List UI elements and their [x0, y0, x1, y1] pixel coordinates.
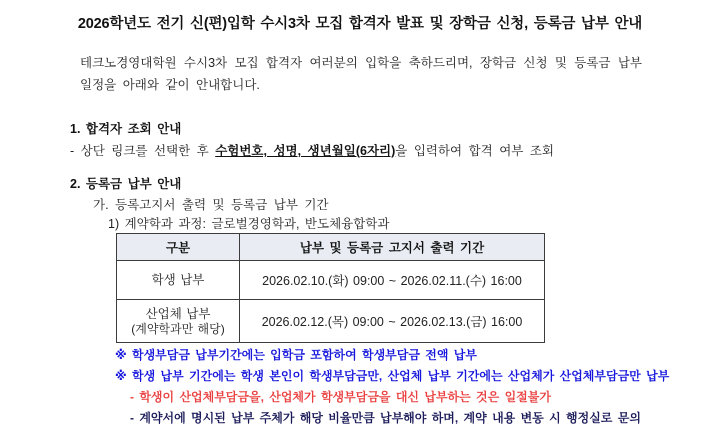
note-payment-period-rules: ※ 학생 납부 기간에는 학생 본인이 학생부담금만, 산업체 납부 기간에는 산업체가 산업체부담금만 납부 — [115, 369, 670, 383]
note-warning-no-substitute-payment: - 학생이 산업체부담금을, 산업체가 학생부담금을 대신 납부하는 것은 일절불가 — [130, 390, 551, 404]
cell-category-industry — [117, 300, 240, 343]
footnotes-block — [115, 345, 715, 429]
instruction-required-fields: 수험번호, 성명, 생년월일(6자리) — [215, 144, 396, 158]
note-contract-ratio-contact: - 계약서에 명시된 납부 주체가 해당 비율만큼 납부해야 하며, 계약 내용 변동 시 행정실로 문의 — [130, 411, 641, 425]
category-label: 학생 납부 — [151, 273, 205, 287]
cell-category-student — [117, 261, 240, 300]
intro-paragraph: 테크노경영대학원 수시3차 모집 합격자 여러분의 입학을 축하드리며, 장학금 신청 및 등록금 납부 일정을 아래와 같이 안내합니다. — [80, 56, 642, 92]
table-header-category: 구분 — [117, 234, 240, 261]
instruction-suffix: 을 입력하여 합격 여부 조회 — [395, 144, 554, 158]
section1-heading: 1. 합격자 조회 안내 — [70, 122, 182, 136]
section2-heading: 2. 등록금 납부 안내 — [70, 177, 182, 191]
table-row — [117, 300, 545, 343]
section2-subheading: 가. 등록고지서 출력 및 등록금 납부 기간 — [93, 198, 329, 212]
cell-period-industry: 2026.02.12.(목) 09:00 ~ 2026.02.13.(금) 16:00 — [240, 300, 545, 343]
instruction-prefix: - 상단 링크를 선택한 후 — [70, 144, 216, 158]
category-sublabel: (계약학과만 해당) — [131, 321, 225, 336]
cell-period-student: 2026.02.10.(화) 09:00 ~ 2026.02.11.(수) 16:00 — [240, 261, 545, 300]
table-header-period: 납부 및 등록금 고지서 출력 기간 — [240, 234, 545, 261]
table-row — [117, 261, 545, 300]
note-student-payment-full: ※ 학생부담금 납부기간에는 입학금 포함하여 학생부담금 전액 납부 — [115, 348, 477, 362]
section2-item-contract-departments: 1) 계약학과 과정: 글로벌경영학과, 반도체융합학과 — [108, 217, 390, 231]
payment-period-table — [116, 233, 545, 343]
page-title: 2026학년도 전기 신(편)입학 수시3차 모집 합격자 발표 및 장학금 신청, 등록금 납부 안내 — [77, 16, 643, 32]
table-header-row — [117, 234, 545, 261]
section1-instruction — [70, 141, 670, 159]
category-label: 산업체 납부 — [145, 306, 211, 321]
